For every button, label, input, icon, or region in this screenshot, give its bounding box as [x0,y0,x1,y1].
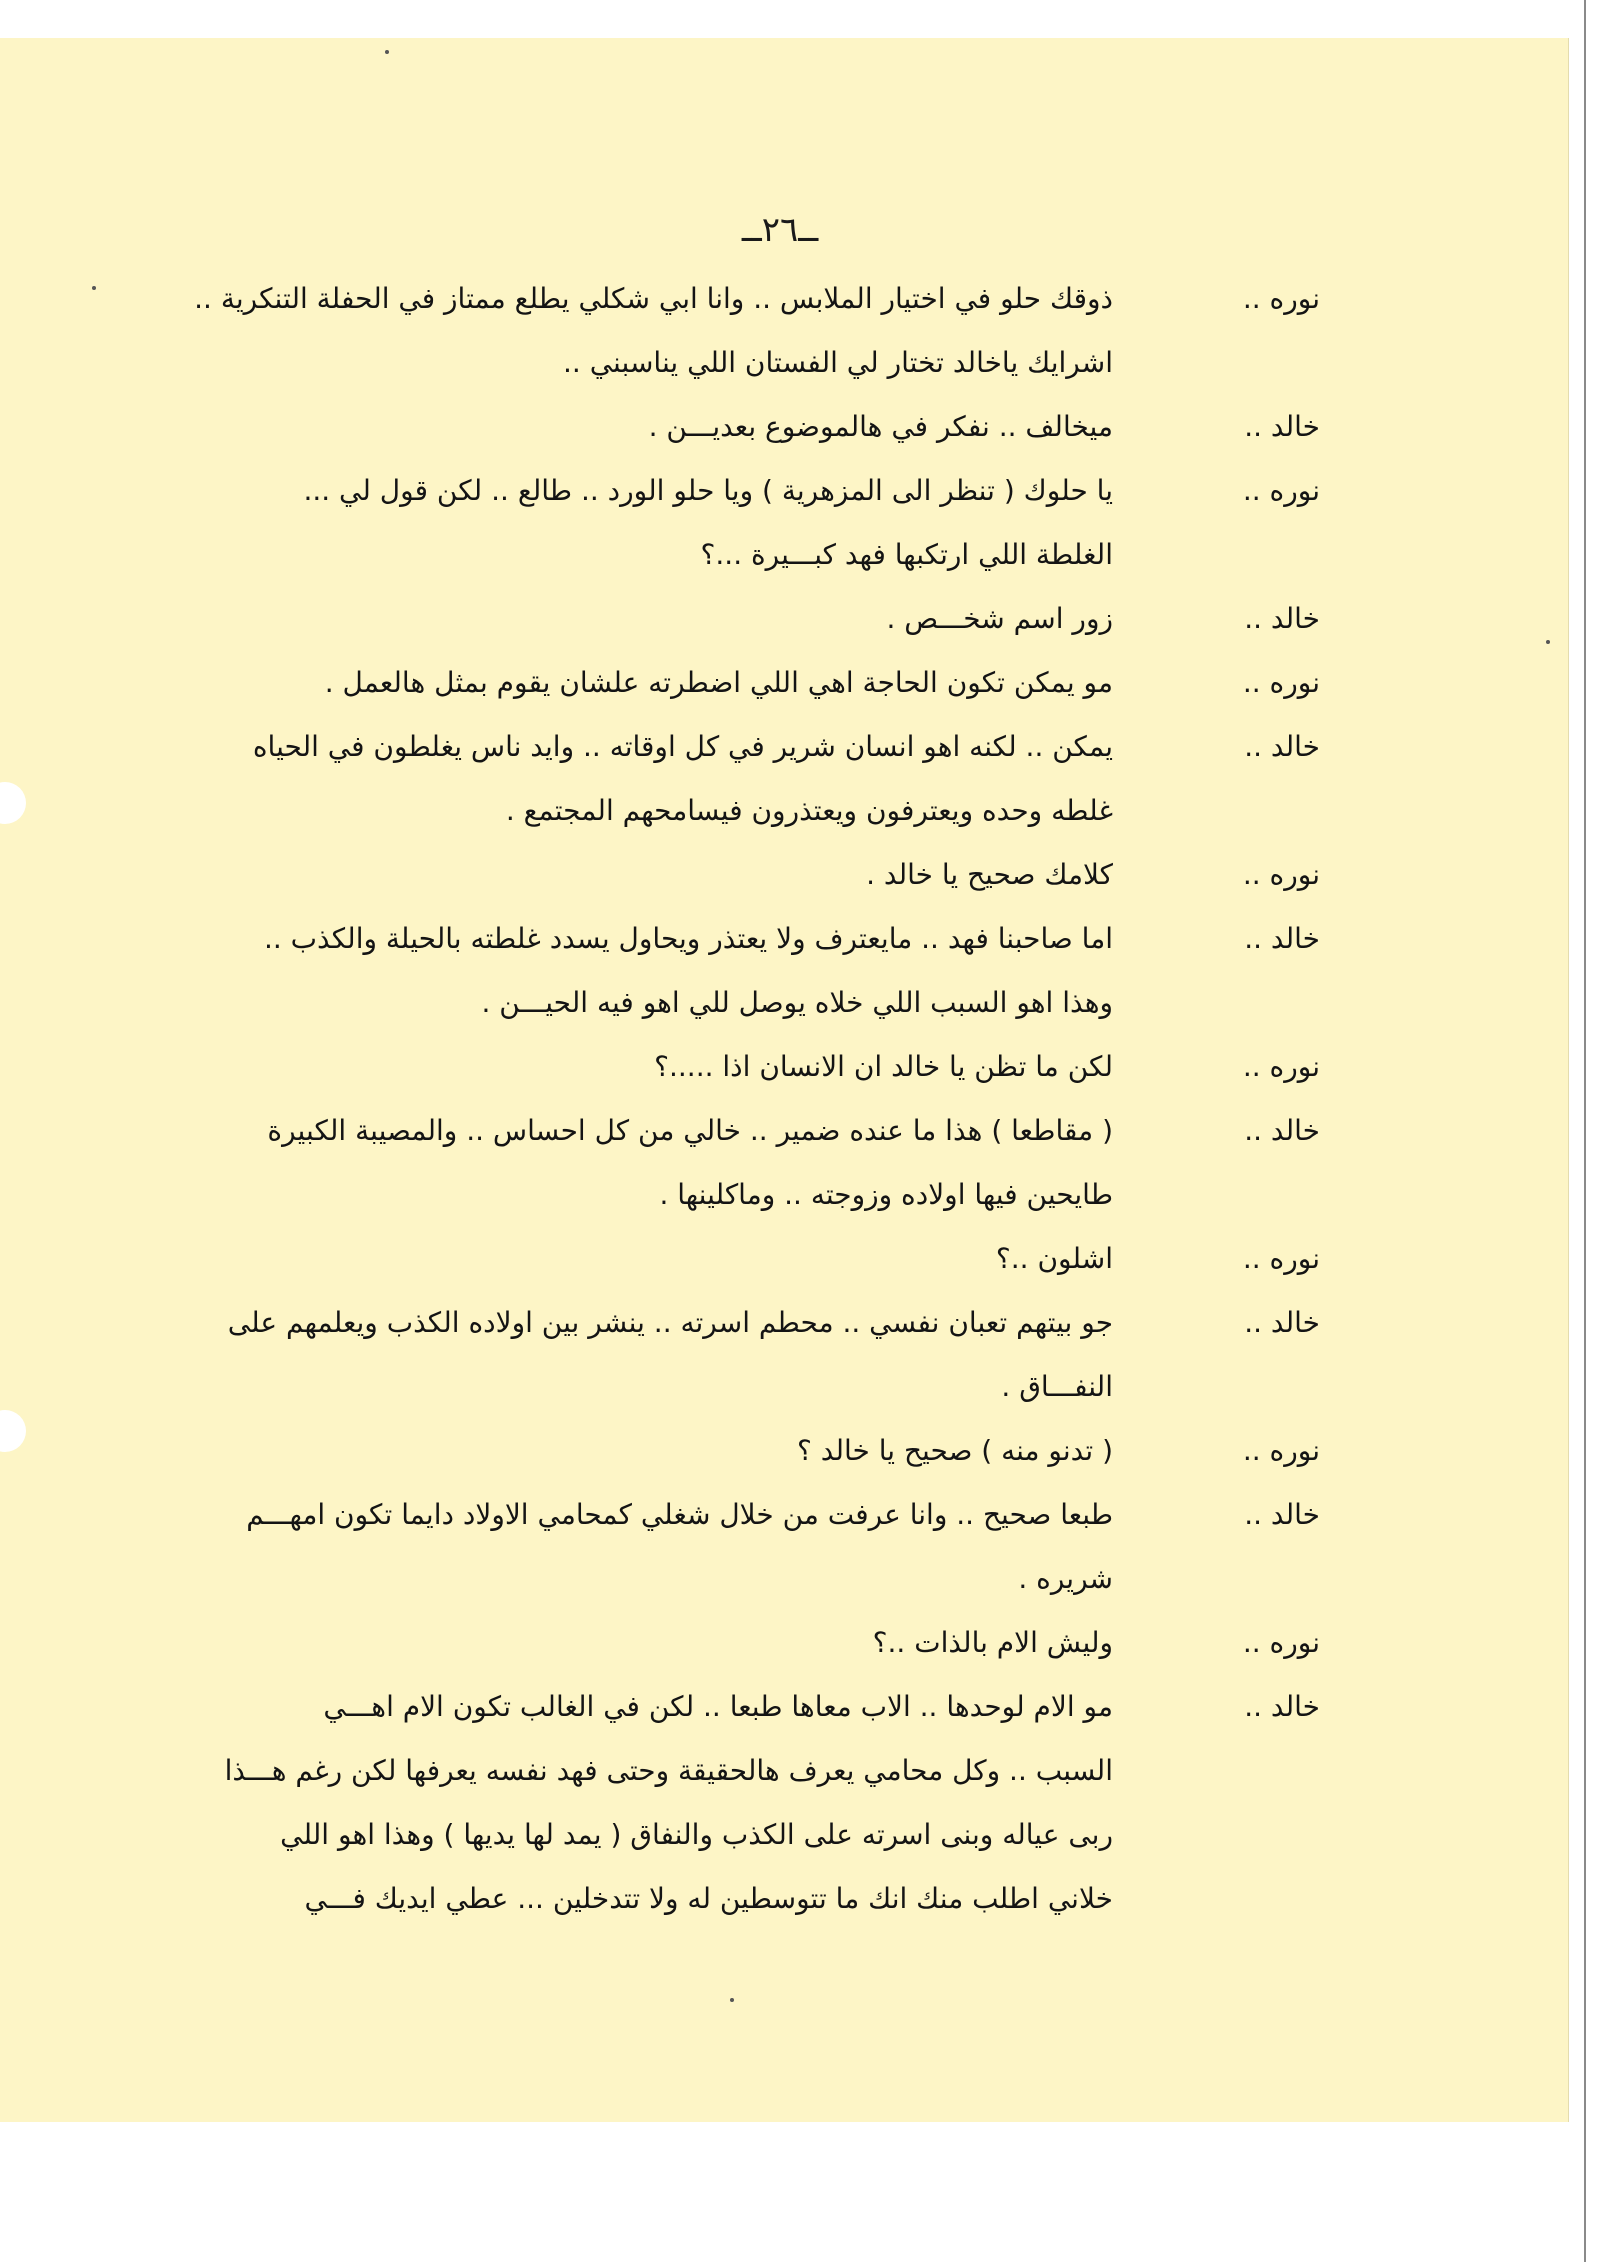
speaker-label: نوره .. [1242,666,1320,699]
dialogue-line: زور اسم شخـــص . [886,602,1113,635]
dialogue-line: ميخالف .. نفكر في هالموضوع بعديـــن . [648,410,1113,443]
speaker-label: خالد .. [1244,730,1320,763]
dialogue-line: النفـــاق . [1001,1370,1113,1403]
dialogue-line: مو الام لوحدها .. الاب معاها طبعا .. لكن في الغالب تكون الام اهـــي [323,1690,1113,1723]
dust-speck [92,286,96,290]
page-number: ــ٢٦ــ [741,210,819,250]
dialogue-line: ربى عياله وبنى اسرته على الكذب والنفاق ( يمد لها يديها ) وهذا اهو اللي [280,1818,1113,1851]
speaker-label: نوره .. [1242,1050,1320,1083]
dialogue-line: طبعا صحيح .. وانا عرفت من خلال شغلي كمحامي الاولاد دايما تكون امهـــم [246,1498,1113,1531]
speaker-label: خالد .. [1244,1690,1320,1723]
dialogue-line: مو يمكن تكون الحاجة اهي اللي اضطرته علشان يقوم بمثل هالعمل . [324,666,1113,699]
dialogue-line: شريره . [1018,1562,1113,1595]
speaker-label: نوره .. [1242,1434,1320,1467]
dialogue-line: الغلطة اللي ارتكبها فهد كبـــيرة ...؟ [700,538,1113,571]
punch-hole-top [0,782,26,824]
dialogue-line: اشلون ..؟ [995,1242,1113,1275]
dialogue-line: جو بيتهم تعبان نفسي .. محطم اسرته .. ينشر بين اولاده الكذب ويعلمهم على [227,1306,1113,1339]
speaker-label: خالد .. [1244,410,1320,443]
dust-speck [1546,640,1550,644]
dialogue-line: السبب .. وكل محامي يعرف هالحقيقة وحتى فهد نفسه يعرفها لكن رغم هـــذا [224,1754,1113,1787]
dust-speck [730,1998,734,2002]
speaker-label: خالد .. [1244,922,1320,955]
dialogue-line: اما صاحبنا فهد .. مايعترف ولا يعتذر ويحاول يسدد غلطته بالحيلة والكذب .. [263,922,1113,955]
punch-hole-bottom [0,1410,26,1452]
dialogue-line: خلاني اطلب منك انك ما تتوسطين له ولا تتدخلين ... عطي ايديك فـــي [304,1882,1113,1915]
dialogue-line: طايحين فيها اولاده وزوجته .. وماكلينها . [659,1178,1113,1211]
dialogue-line: اشرايك ياخالد تختار لي الفستان اللي يناسبني .. [563,346,1113,379]
page-edge [1584,0,1600,2262]
speaker-label: خالد .. [1244,1498,1320,1531]
dialogue-line: ذوقك حلو في اختيار الملابس .. وانا ابي شكلي يطلع ممتاز في الحفلة التنكرية .. [194,282,1113,315]
dialogue-line: وهذا اهو السبب اللي خلاه يوصل للي اهو فيه الحيـــن . [481,986,1113,1019]
dialogue-line: لكن ما تظن يا خالد ان الانسان اذا .....؟ [654,1050,1113,1083]
dialogue-line: ( مقاطعا ) هذا ما عنده ضمير .. خالي من كل احساس .. والمصيبة الكبيرة [267,1114,1113,1147]
speaker-label: نوره .. [1242,474,1320,507]
speaker-label: نوره .. [1242,858,1320,891]
dialogue-line: غلطه وحده ويعترفون ويعتذرون فيسامحهم المجتمع . [505,794,1113,827]
dialogue-line: ( تدنو منه ) صحيح يا خالد ؟ [797,1434,1113,1467]
dust-speck [385,50,389,54]
speaker-label: نوره .. [1242,282,1320,315]
speaker-label: خالد .. [1244,602,1320,635]
dialogue-line: يمكن .. لكنه اهو انسان شرير في كل اوقاته .. وايد ناس يغلطون في الحياه [252,730,1113,763]
dialogue-line: يا حلوك ( تنظر الى المزهرية ) ويا حلو الورد .. طالع .. لكن قول لي ... [303,474,1113,507]
speaker-label: خالد .. [1244,1306,1320,1339]
speaker-label: نوره .. [1242,1626,1320,1659]
dialogue-line: وليش الام بالذات ..؟ [872,1626,1113,1659]
speaker-label: خالد .. [1244,1114,1320,1147]
paper-sheet [0,38,1568,2122]
speaker-label: نوره .. [1242,1242,1320,1275]
dialogue-line: كلامك صحيح يا خالد . [866,858,1113,891]
